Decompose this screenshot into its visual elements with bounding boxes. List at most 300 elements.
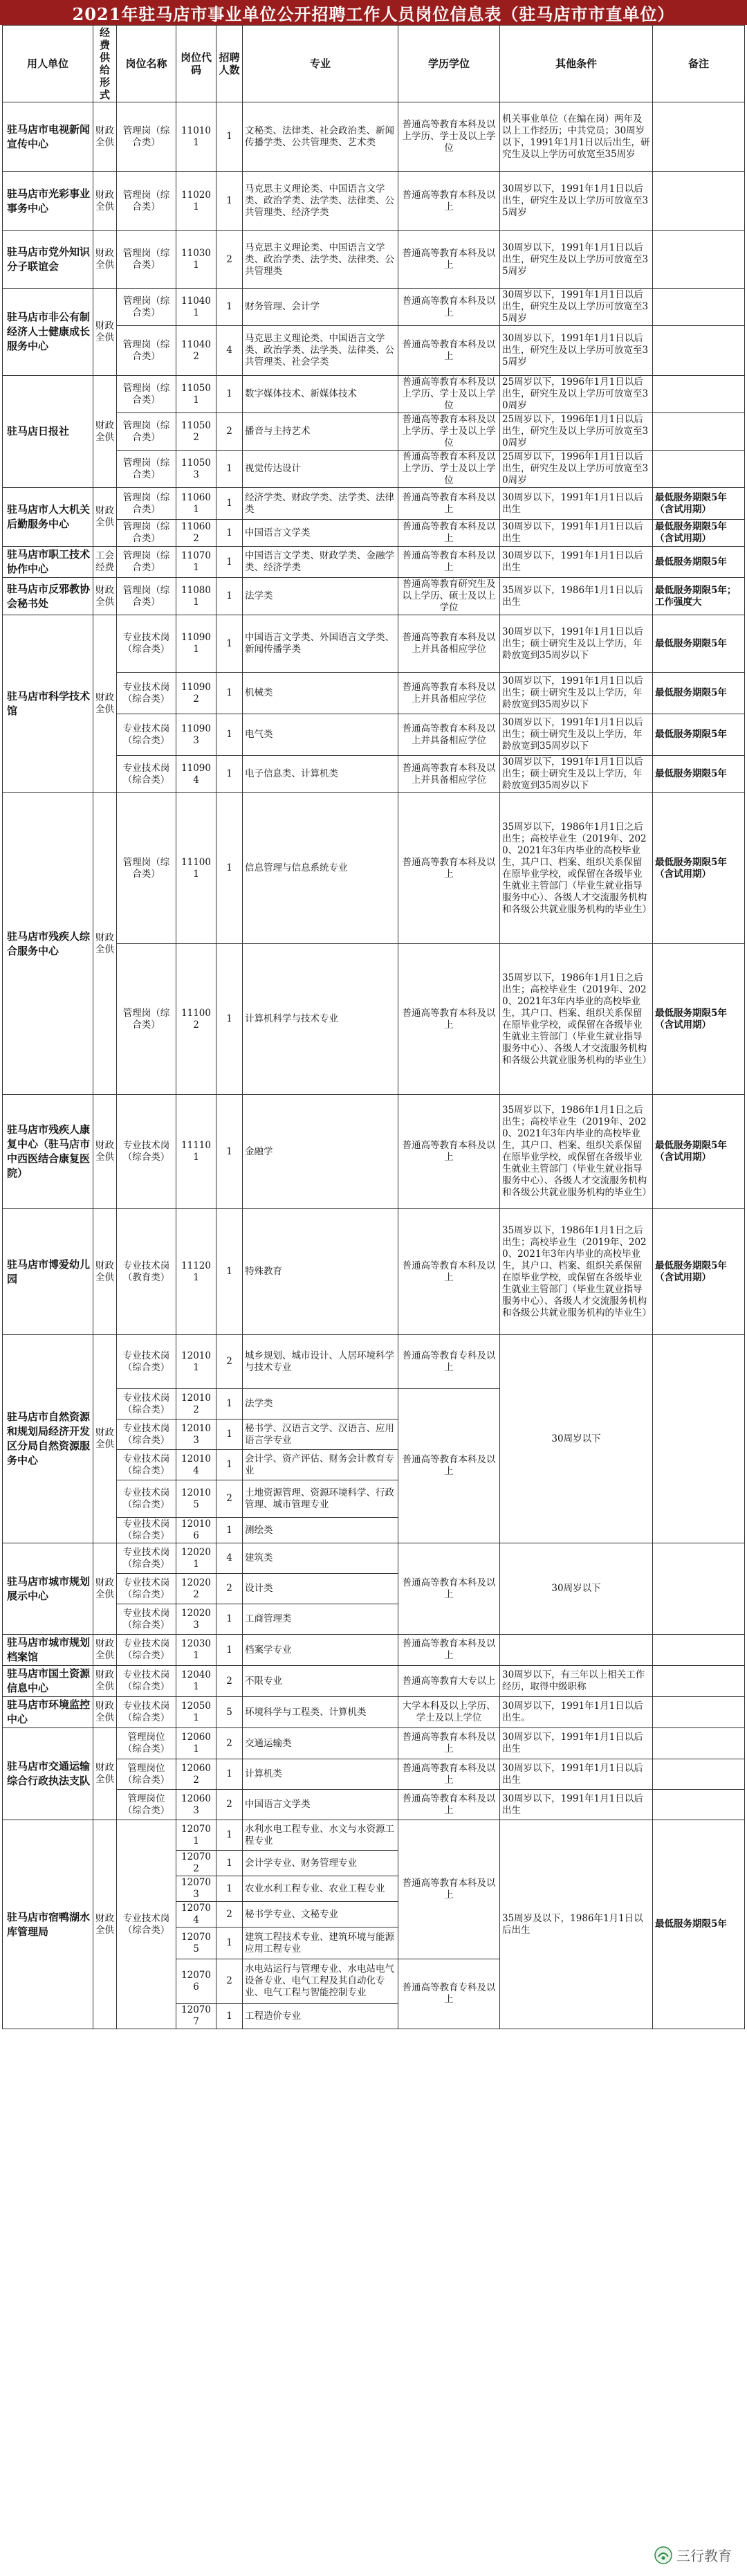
unit-name: 驻马店市城市规划档案馆 — [3, 1635, 93, 1666]
table-row — [3, 289, 745, 326]
position-name: 管理岗（综合类） — [117, 520, 176, 547]
unit-name: 驻马店市自然资源和规划局经济开发区分局自然资源服务中心 — [3, 1335, 93, 1543]
header-unit: 用人单位 — [3, 26, 93, 102]
position-code: 111002 — [176, 944, 216, 1095]
other-conditions: 30周岁以下，有三年以上相关工作经历，取得中级职称 — [500, 1666, 653, 1697]
position-code: 110904 — [176, 756, 216, 793]
position-name: 专业技术岗（综合类） — [117, 1518, 176, 1543]
notes: 最低服务期限5年 — [653, 615, 745, 673]
education-requirement: 普通高等教育本科及以上学历、学士及以上学位 — [398, 102, 500, 172]
notes — [653, 289, 745, 326]
other-conditions: 30周岁以下，1991年1月1日以后出生；硕士研究生及以上学历，年龄放宽到35周岁以下 — [500, 673, 653, 714]
position-code: 111201 — [176, 1209, 216, 1335]
table-row — [3, 793, 745, 944]
hiring-count: 2 — [216, 413, 243, 451]
education-requirement: 普通高等教育大专以上 — [398, 1666, 500, 1697]
major-requirement: 计算机科学与技术专业 — [243, 944, 398, 1095]
watermark-text: 三行教育 — [676, 2548, 732, 2564]
notes: 最低服务期限5年（含试用期） — [653, 793, 745, 944]
position-table — [2, 25, 745, 2029]
table-row — [3, 1335, 745, 1389]
hiring-count: 1 — [216, 172, 243, 231]
hiring-count: 1 — [216, 102, 243, 172]
position-name: 专业技术岗（教育类） — [117, 1209, 176, 1335]
major-requirement: 秘书学专业、文秘专业 — [243, 1902, 398, 1928]
unit-name: 驻马店市电视新闻宣传中心 — [3, 102, 93, 172]
hiring-count: 1 — [216, 1389, 243, 1419]
notes: 最低服务期限5年（含试用期） — [653, 488, 745, 520]
major-requirement: 中国语言文学类、外国语言文学类、新闻传播学类 — [243, 615, 398, 673]
position-name: 管理岗（综合类） — [117, 326, 176, 376]
major-requirement: 中国语言文学类、财政学类、金融学类、经济学类 — [243, 547, 398, 578]
notes — [653, 102, 745, 172]
education-requirement: 普通高等教育本科及以上并具备相应学位 — [398, 673, 500, 714]
position-code: 110502 — [176, 413, 216, 451]
position-code: 120101 — [176, 1335, 216, 1389]
hiring-count: 1 — [216, 1820, 243, 1851]
table-row — [3, 1635, 745, 1666]
major-requirement: 计算机类 — [243, 1759, 398, 1790]
hiring-count: 1 — [216, 2004, 243, 2029]
funding-type: 财政全供 — [93, 793, 117, 1095]
major-requirement: 水电站运行与管理专业、水电站电气设备专业、电气工程及其自动化专业、电气工程与智能控制专业 — [243, 1959, 398, 2004]
position-code: 110402 — [176, 326, 216, 376]
funding-type: 工会经费 — [93, 547, 117, 578]
major-requirement: 不限专业 — [243, 1666, 398, 1697]
major-requirement: 水利水电工程专业、水文与水资源工程专业 — [243, 1820, 398, 1851]
major-requirement: 电子信息类、计算机类 — [243, 756, 398, 793]
education-requirement: 普通高等教育本科及以上 — [398, 1635, 500, 1666]
notes — [653, 1790, 745, 1820]
hiring-count: 1 — [216, 520, 243, 547]
position-name: 管理岗（综合类） — [117, 172, 176, 231]
position-code: 110201 — [176, 172, 216, 231]
position-code: 120706 — [176, 1959, 216, 2004]
header-code: 岗位代码 — [176, 26, 216, 102]
position-code: 120103 — [176, 1419, 216, 1450]
position-name: 管理岗（综合类） — [117, 102, 176, 172]
position-code: 120104 — [176, 1450, 216, 1480]
education-requirement: 普通高等教育本科及以上 — [398, 1790, 500, 1820]
other-conditions: 30周岁以下，1991年1月1日以后出生 — [500, 547, 653, 578]
table-row — [3, 1820, 745, 1851]
funding-type: 财政全供 — [93, 488, 117, 547]
other-conditions: 30周岁以下，1991年1月1日以后出生，研究生及以上学历可放宽至35周岁 — [500, 172, 653, 231]
notes — [653, 1635, 745, 1666]
major-requirement: 秘书学、汉语言文学、汉语言、应用语言学专业 — [243, 1419, 398, 1450]
table-row — [3, 1095, 745, 1209]
hiring-count: 4 — [216, 326, 243, 376]
funding-type: 财政全供 — [93, 1820, 117, 2029]
hiring-count: 2 — [216, 1666, 243, 1697]
position-code: 111101 — [176, 1095, 216, 1209]
table-row — [3, 615, 745, 673]
position-code: 110501 — [176, 376, 216, 413]
hiring-count: 1 — [216, 1876, 243, 1902]
position-name: 专业技术岗（综合类） — [117, 756, 176, 793]
table-row — [3, 547, 745, 578]
brand-logo-icon — [654, 2546, 672, 2564]
hiring-count: 5 — [216, 1697, 243, 1728]
position-name: 专业技术岗（综合类） — [117, 1666, 176, 1697]
hiring-count: 1 — [216, 1604, 243, 1635]
education-requirement: 普通高等教育本科及以上 — [398, 1095, 500, 1209]
position-code: 110902 — [176, 673, 216, 714]
other-conditions: 30周岁以下，1991年1月1日以后出生；硕士研究生及以上学历，年龄放宽到35周岁以下 — [500, 714, 653, 756]
position-name: 专业技术岗（综合类） — [117, 1419, 176, 1450]
position-code: 120707 — [176, 2004, 216, 2029]
hiring-count: 1 — [216, 1095, 243, 1209]
other-conditions: 35周岁以下，1986年1月1日之后出生；高校毕业生（2019年、2020、2021年3年内毕业的高校毕业生，其户口、档案、组织关系保留在原毕业学校，或保留在各级毕业生就业主管部门（毕业生就业指导服务中心）、各级人才交流服务机构和各级公共就业服务机构的毕业生） — [500, 1095, 653, 1209]
major-requirement: 数字媒体技术、新媒体技术 — [243, 376, 398, 413]
education-requirement: 普通高等教育本科及以上学历、学士及以上学位 — [398, 413, 500, 451]
position-code: 110903 — [176, 714, 216, 756]
education-requirement: 普通高等教育本科及以上 — [398, 944, 500, 1095]
position-code: 120704 — [176, 1902, 216, 1928]
funding-type: 财政全供 — [93, 376, 117, 488]
other-conditions: 30周岁以下，1991年1月1日以后出生，研究生及以上学历可放宽至35周岁 — [500, 326, 653, 376]
position-code: 110602 — [176, 520, 216, 547]
table-row — [3, 488, 745, 520]
unit-name: 驻马店市非公有制经济人士健康成长服务中心 — [3, 289, 93, 376]
position-name: 管理岗（综合类） — [117, 413, 176, 451]
major-requirement: 金融学 — [243, 1095, 398, 1209]
table-row — [3, 1543, 745, 1574]
notes — [653, 1697, 745, 1728]
table-row — [3, 102, 745, 172]
table-row — [3, 1209, 745, 1335]
hiring-count: 4 — [216, 1543, 243, 1574]
position-code: 110101 — [176, 102, 216, 172]
hiring-count: 1 — [216, 1851, 243, 1876]
header-fund: 经费供给形式 — [93, 26, 117, 102]
education-requirement: 普通高等教育本科及以上 — [398, 172, 500, 231]
unit-name: 驻马店市反邪教协会秘书处 — [3, 578, 93, 615]
unit-name: 驻马店市城市规划展示中心 — [3, 1543, 93, 1635]
notes: 最低服务期限5年 — [653, 1820, 745, 2029]
education-requirement: 普通高等教育本科及以上 — [398, 1209, 500, 1335]
education-requirement: 普通高等教育本科及以上并具备相应学位 — [398, 615, 500, 673]
funding-type: 财政全供 — [93, 172, 117, 231]
other-conditions: 35周岁以下，1986年1月1日之后出生；高校毕业生（2019年、2020、2021年3年内毕业的高校毕业生，其户口、档案、组织关系保留在原毕业学校，或保留在各级毕业生就业主管部门（毕业生就业指导服务中心）、各级人才交流服务机构和各级公共就业服务机构的毕业生） — [500, 1209, 653, 1335]
position-code: 110401 — [176, 289, 216, 326]
education-requirement: 普通高等教育本科及以上学历、学士及以上学位 — [398, 451, 500, 488]
position-code: 111001 — [176, 793, 216, 944]
hiring-count: 2 — [216, 1335, 243, 1389]
position-name: 专业技术岗（综合类） — [117, 1450, 176, 1480]
position-code: 120701 — [176, 1820, 216, 1851]
header-notes: 备注 — [653, 26, 745, 102]
position-name: 专业技术岗（综合类） — [117, 1574, 176, 1604]
position-code: 110301 — [176, 231, 216, 289]
table-row — [3, 1728, 745, 1759]
funding-type: 财政全供 — [93, 1335, 117, 1543]
unit-name: 驻马店市残疾人综合服务中心 — [3, 793, 93, 1095]
notes: 最低服务期限5年（含试用期） — [653, 1095, 745, 1209]
notes — [653, 231, 745, 289]
position-code: 110701 — [176, 547, 216, 578]
other-conditions: 30周岁以下，1991年1月1日以后出生 — [500, 1759, 653, 1790]
table-row — [3, 376, 745, 413]
notes: 最低服务期限5年 — [653, 673, 745, 714]
hiring-count: 1 — [216, 578, 243, 615]
position-code: 120702 — [176, 1851, 216, 1876]
position-name: 专业技术岗（综合类） — [117, 1543, 176, 1574]
major-requirement: 土地资源管理、资源环境科学、行政管理、城市管理专业 — [243, 1480, 398, 1518]
hiring-count: 2 — [216, 1790, 243, 1820]
education-requirement: 普通高等教育研究生及以上学历、硕士及以上学位 — [398, 578, 500, 615]
major-requirement: 档案学专业 — [243, 1635, 398, 1666]
notes: 最低服务期限5年（含试用期） — [653, 944, 745, 1095]
position-code: 110503 — [176, 451, 216, 488]
notes: 最低服务期限5年（含试用期） — [653, 520, 745, 547]
notes — [653, 172, 745, 231]
major-requirement: 信息管理与信息系统专业 — [243, 793, 398, 944]
header-conditions: 其他条件 — [500, 26, 653, 102]
position-name: 管理岗（综合类） — [117, 793, 176, 944]
education-requirement: 普通高等教育本科及以上 — [398, 289, 500, 326]
other-conditions: 30周岁以下，1991年1月1日以后出生。 — [500, 1697, 653, 1728]
position-code: 120501 — [176, 1697, 216, 1728]
header-row — [3, 26, 745, 102]
table-row — [3, 578, 745, 615]
unit-name: 驻马店市宿鸭湖水库管理局 — [3, 1820, 93, 2029]
major-requirement: 马克思主义理论类、中国语言文学类、政治学类、法学类、法律类、公共管理类 — [243, 231, 398, 289]
notes — [653, 451, 745, 488]
hiring-count: 1 — [216, 714, 243, 756]
hiring-count: 2 — [216, 1902, 243, 1928]
major-requirement: 会计学专业、财务管理专业 — [243, 1851, 398, 1876]
major-requirement: 法学类 — [243, 578, 398, 615]
position-code: 120105 — [176, 1480, 216, 1518]
page-title: 2021年驻马店市事业单位公开招聘工作人员岗位信息表（驻马店市市直单位） — [0, 0, 747, 25]
funding-type: 财政全供 — [93, 578, 117, 615]
major-requirement: 交通运输类 — [243, 1728, 398, 1759]
position-code: 120106 — [176, 1518, 216, 1543]
major-requirement: 播音与主持艺术 — [243, 413, 398, 451]
notes: 最低服务期限5年；工作强度大 — [653, 578, 745, 615]
other-conditions: 30周岁以下 — [500, 1335, 653, 1543]
hiring-count: 1 — [216, 1518, 243, 1543]
major-requirement: 设计类 — [243, 1574, 398, 1604]
major-requirement: 财务管理、会计学 — [243, 289, 398, 326]
funding-type: 财政全供 — [93, 289, 117, 376]
funding-type: 财政全供 — [93, 615, 117, 793]
table-row — [3, 231, 745, 289]
education-requirement: 普通高等教育本科及以上 — [398, 1543, 500, 1635]
other-conditions: 机关事业单位（在编在岗）两年及以上工作经历；中共党员；30周岁以下，1991年1月1日以后出生，研究生及以上学历可放宽至35周岁 — [500, 102, 653, 172]
education-requirement: 普通高等教育本科及以上 — [398, 1728, 500, 1759]
position-name: 专业技术岗（综合类） — [117, 615, 176, 673]
position-name: 管理岗（综合类） — [117, 376, 176, 413]
other-conditions: 25周岁以下，1996年1月1日以后出生，研究生及以上学历可放宽至30周岁 — [500, 413, 653, 451]
header-position: 岗位名称 — [117, 26, 176, 102]
education-requirement: 普通高等教育本科及以上并具备相应学位 — [398, 756, 500, 793]
other-conditions: 35周岁及以下，1986年1月1日以后出生 — [500, 1820, 653, 2029]
hiring-count: 1 — [216, 451, 243, 488]
major-requirement: 机械类 — [243, 673, 398, 714]
unit-name: 驻马店市光彩事业事务中心 — [3, 172, 93, 231]
education-requirement: 普通高等教育专科及以上 — [398, 1959, 500, 2029]
funding-type: 财政全供 — [93, 102, 117, 172]
notes: 最低服务期限5年 — [653, 714, 745, 756]
position-code: 120102 — [176, 1389, 216, 1419]
hiring-count: 2 — [216, 1959, 243, 2004]
education-requirement: 普通高等教育专科及以上 — [398, 1335, 500, 1389]
position-name: 专业技术岗（综合类） — [117, 1095, 176, 1209]
position-code: 120203 — [176, 1604, 216, 1635]
position-code: 120703 — [176, 1876, 216, 1902]
unit-name: 驻马店市环境监控中心 — [3, 1697, 93, 1728]
position-code: 120201 — [176, 1543, 216, 1574]
notes: 最低服务期限5年（含试用期） — [653, 1209, 745, 1335]
unit-name: 驻马店市科学技术馆 — [3, 615, 93, 793]
funding-type: 财政全供 — [93, 1666, 117, 1697]
major-requirement: 工程造价专业 — [243, 2004, 398, 2029]
other-conditions: 25周岁以下，1996年1月1日以后出生，研究生及以上学历可放宽至30周岁 — [500, 376, 653, 413]
position-code: 120603 — [176, 1790, 216, 1820]
other-conditions: 35周岁以下，1986年1月1日之后出生；高校毕业生（2019年、2020、2021年3年内毕业的高校毕业生，其户口、档案、组织关系保留在原毕业学校，或保留在各级毕业生就业主管部门（毕业生就业指导服务中心）、各级人才交流服务机构和各级公共就业服务机构的毕业生） — [500, 944, 653, 1095]
position-name: 管理岗（综合类） — [117, 547, 176, 578]
hiring-count: 2 — [216, 231, 243, 289]
notes — [653, 1759, 745, 1790]
other-conditions: 30周岁以下，1991年1月1日以后出生，研究生及以上学历可放宽至35周岁 — [500, 289, 653, 326]
major-requirement: 视觉传达设计 — [243, 451, 398, 488]
funding-type: 财政全供 — [93, 1635, 117, 1666]
position-name: 专业技术岗（综合类） — [117, 1335, 176, 1389]
notes — [653, 1728, 745, 1759]
notes — [653, 1335, 745, 1543]
position-code: 110801 — [176, 578, 216, 615]
position-name: 管理岗（综合类） — [117, 451, 176, 488]
major-requirement: 测绘类 — [243, 1518, 398, 1543]
major-requirement: 经济学类、财政学类、法学类、法律类 — [243, 488, 398, 520]
unit-name: 驻马店市人大机关后勤服务中心 — [3, 488, 93, 547]
other-conditions: 30周岁以下，1991年1月1日以后出生 — [500, 1728, 653, 1759]
education-requirement: 普通高等教育本科及以上 — [398, 1389, 500, 1543]
education-requirement: 普通高等教育本科及以上并具备相应学位 — [398, 714, 500, 756]
hiring-count: 1 — [216, 1635, 243, 1666]
other-conditions: 30周岁以下，1991年1月1日以后出生 — [500, 1790, 653, 1820]
notes — [653, 376, 745, 413]
hiring-count: 1 — [216, 1759, 243, 1790]
position-name: 专业技术岗（综合类） — [117, 673, 176, 714]
position-code: 110901 — [176, 615, 216, 673]
position-name: 专业技术岗（综合类） — [117, 714, 176, 756]
position-name: 专业技术岗（综合类） — [117, 1697, 176, 1728]
header-count: 招聘人数 — [216, 26, 243, 102]
major-requirement: 工商管理类 — [243, 1604, 398, 1635]
education-requirement: 普通高等教育本科及以上 — [398, 547, 500, 578]
education-requirement: 普通高等教育本科及以上 — [398, 1759, 500, 1790]
unit-name: 驻马店市博爱幼儿园 — [3, 1209, 93, 1335]
other-conditions: 35周岁以下，1986年1月1日之后出生；高校毕业生（2019年、2020、2021年3年内毕业的高校毕业生，其户口、档案、组织关系保留在原毕业学校，或保留在各级毕业生就业主管部门（毕业生就业指导服务中心）、各级人才交流服务机构和各级公共就业服务机构的毕业生） — [500, 793, 653, 944]
hiring-count: 1 — [216, 289, 243, 326]
hiring-count: 1 — [216, 1928, 243, 1959]
major-requirement: 中国语言文学类 — [243, 520, 398, 547]
major-requirement: 城乡规划、城市设计、人居环境科学与技术专业 — [243, 1335, 398, 1389]
unit-name: 驻马店市残疾人康复中心（驻马店市中西医结合康复医院） — [3, 1095, 93, 1209]
table-row — [3, 1697, 745, 1728]
hiring-count: 2 — [216, 1574, 243, 1604]
hiring-count: 1 — [216, 547, 243, 578]
hiring-count: 1 — [216, 376, 243, 413]
position-code: 120401 — [176, 1666, 216, 1697]
education-requirement: 普通高等教育本科及以上 — [398, 1820, 500, 1959]
table-row — [3, 172, 745, 231]
other-conditions: 30周岁以下，1991年1月1日以后出生 — [500, 488, 653, 520]
position-name: 管理岗（综合类） — [117, 488, 176, 520]
hiring-count: 1 — [216, 1419, 243, 1450]
unit-name: 驻马店市职工技术协作中心 — [3, 547, 93, 578]
major-requirement: 特殊教育 — [243, 1209, 398, 1335]
unit-name: 驻马店日报社 — [3, 376, 93, 488]
position-code: 120301 — [176, 1635, 216, 1666]
other-conditions: 30周岁以下，1991年1月1日以后出生；硕士研究生及以上学历，年龄放宽到35周岁以下 — [500, 615, 653, 673]
position-name: 专业技术岗（综合类） — [117, 1604, 176, 1635]
hiring-count: 1 — [216, 615, 243, 673]
education-requirement: 普通高等教育本科及以上 — [398, 488, 500, 520]
hiring-count: 2 — [216, 1480, 243, 1518]
funding-type: 财政全供 — [93, 231, 117, 289]
education-requirement: 普通高等教育本科及以上 — [398, 326, 500, 376]
major-requirement: 中国语言文学类 — [243, 1790, 398, 1820]
notes — [653, 413, 745, 451]
major-requirement: 马克思主义理论类、中国语言文学类、政治学类、法学类、法律类、公共管理类、社会学类 — [243, 326, 398, 376]
major-requirement: 电气类 — [243, 714, 398, 756]
position-name: 管理岗位（综合类） — [117, 1790, 176, 1820]
other-conditions: 25周岁以下，1996年1月1日以后出生，研究生及以上学历可放宽至30周岁 — [500, 451, 653, 488]
funding-type: 财政全供 — [93, 1095, 117, 1209]
position-name: 管理岗位（综合类） — [117, 1759, 176, 1790]
position-name: 管理岗（综合类） — [117, 231, 176, 289]
position-name: 管理岗（综合类） — [117, 944, 176, 1095]
education-requirement: 普通高等教育本科及以上 — [398, 793, 500, 944]
funding-type: 财政全供 — [93, 1543, 117, 1635]
position-name: 管理岗（综合类） — [117, 289, 176, 326]
hiring-count: 1 — [216, 488, 243, 520]
unit-name: 驻马店市交通运输综合行政执法支队 — [3, 1728, 93, 1820]
education-requirement: 大学本科及以上学历、学士及以上学位 — [398, 1697, 500, 1728]
major-requirement: 环境科学与工程类、计算机类 — [243, 1697, 398, 1728]
other-conditions — [500, 1635, 653, 1666]
education-requirement: 普通高等教育本科及以上 — [398, 231, 500, 289]
education-requirement: 普通高等教育本科及以上学历、学士及以上学位 — [398, 376, 500, 413]
position-code: 120202 — [176, 1574, 216, 1604]
major-requirement: 马克思主义理论类、中国语言文学类、政治学类、法学类、法律类、公共管理类、经济学类 — [243, 172, 398, 231]
major-requirement: 文秘类、法律类、社会政治类、新闻传播学类、公共管理类、艺术类 — [243, 102, 398, 172]
notes — [653, 1666, 745, 1697]
position-name: 专业技术岗（综合类） — [117, 1389, 176, 1419]
hiring-count: 1 — [216, 1450, 243, 1480]
unit-name: 驻马店市党外知识分子联谊会 — [3, 231, 93, 289]
hiring-count: 1 — [216, 793, 243, 944]
other-conditions: 30周岁以下，1991年1月1日以后出生；硕士研究生及以上学历，年龄放宽到35周岁以下 — [500, 756, 653, 793]
header-education: 学历学位 — [398, 26, 500, 102]
hiring-count: 1 — [216, 1209, 243, 1335]
notes — [653, 326, 745, 376]
position-name: 管理岗位（综合类） — [117, 1728, 176, 1759]
hiring-count: 1 — [216, 756, 243, 793]
position-name: 专业技术岗（综合类） — [117, 1480, 176, 1518]
hiring-count: 1 — [216, 673, 243, 714]
funding-type: 财政全供 — [93, 1209, 117, 1335]
table-row — [3, 1666, 745, 1697]
watermark — [650, 2543, 736, 2566]
major-requirement: 会计学、资产评估、财务会计教育专业 — [243, 1450, 398, 1480]
funding-type: 财政全供 — [93, 1728, 117, 1820]
other-conditions: 30周岁以下，1991年1月1日以后出生 — [500, 520, 653, 547]
